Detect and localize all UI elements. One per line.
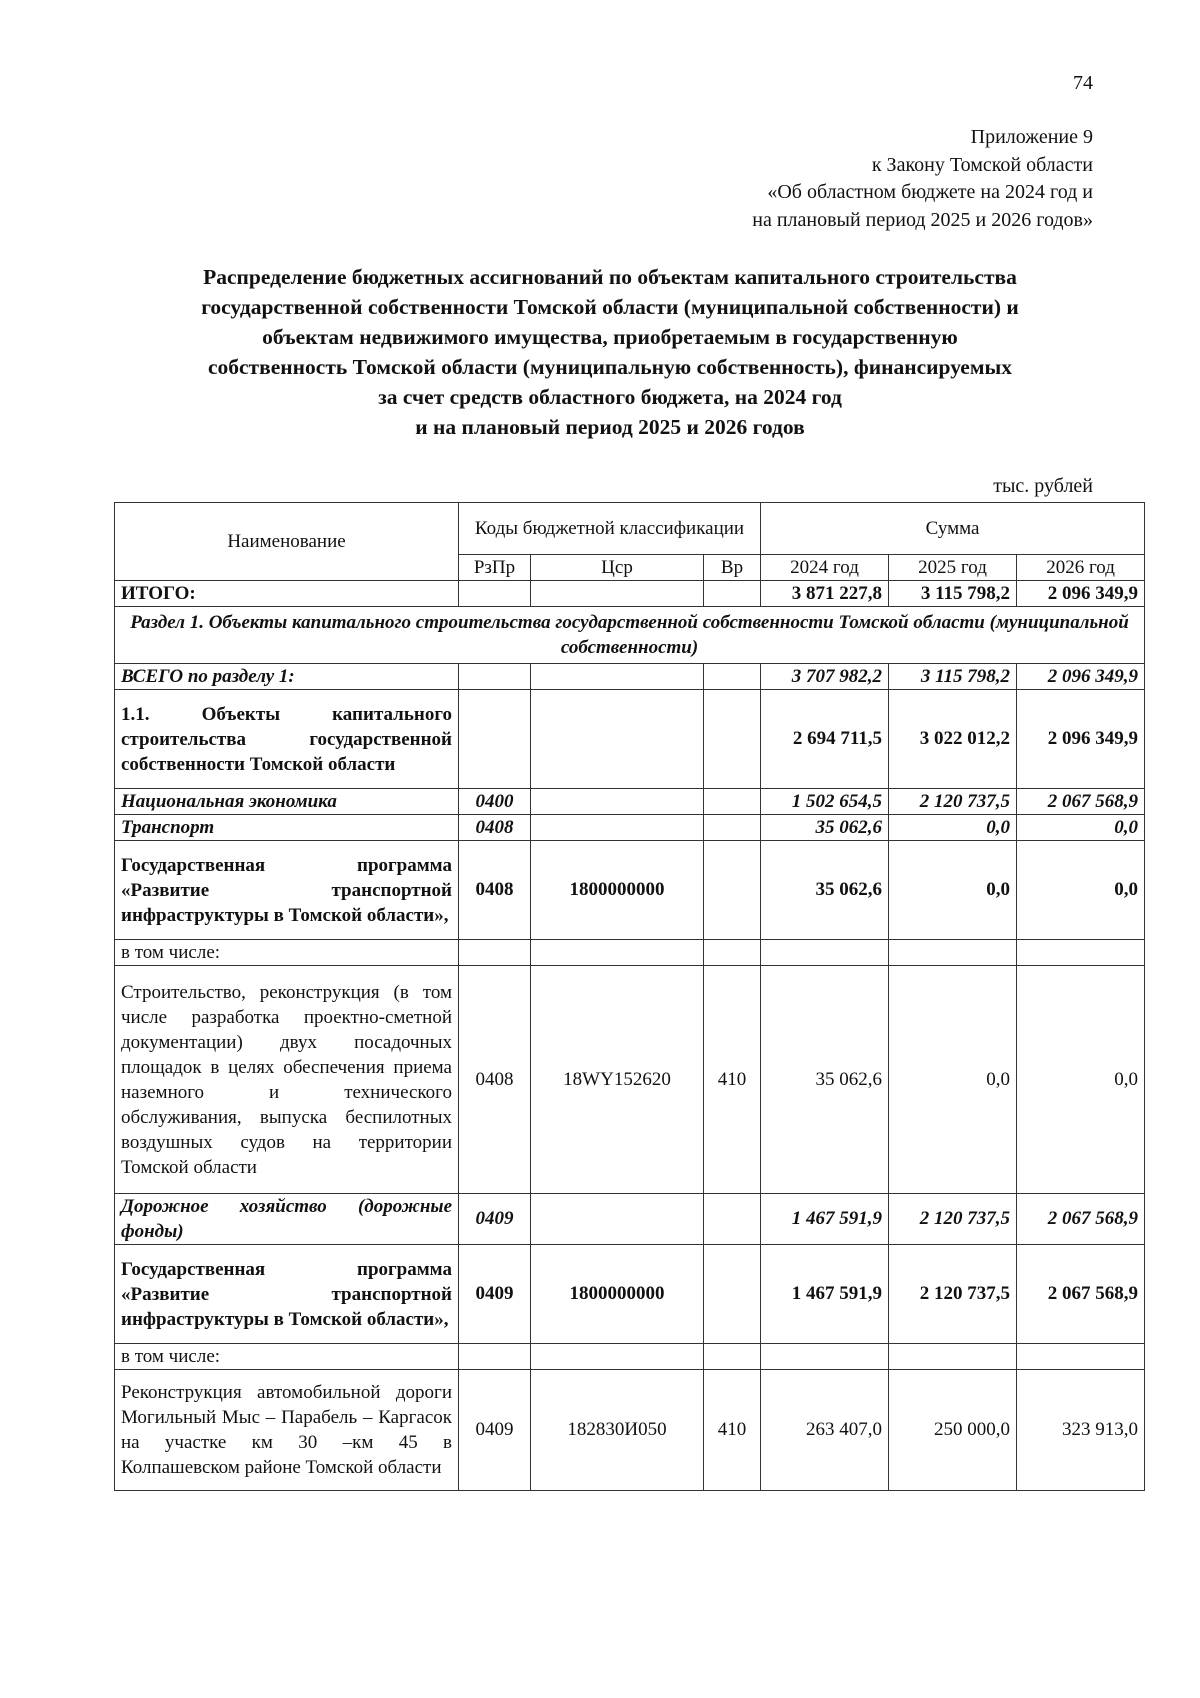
section-row xyxy=(115,607,1145,664)
header-vr: Вр xyxy=(704,555,761,581)
value-2025: 250 000,0 xyxy=(889,1370,1017,1491)
appendix-line: на плановый период 2025 и 2026 годов» xyxy=(752,208,1093,231)
rzpr-cell: 0409 xyxy=(459,1370,531,1491)
header-2026: 2026 год xyxy=(1017,555,1145,581)
rzpr-cell: 0400 xyxy=(459,789,531,815)
value-2026: 323 913,0 xyxy=(1017,1370,1145,1491)
header-2025: 2025 год xyxy=(889,555,1017,581)
document-title xyxy=(110,262,1110,442)
row-name: Государственная программа «Развитие транспортной инфраструктуры в Томской области», xyxy=(115,841,459,940)
table-row xyxy=(115,1245,1145,1344)
table-cell xyxy=(531,581,704,607)
value-2025 xyxy=(889,940,1017,966)
title-line: за счет средств областного бюджета, на 2024 год xyxy=(378,385,842,409)
rzpr-cell: 0409 xyxy=(459,1245,531,1344)
table-cell xyxy=(459,581,531,607)
section-title: Раздел 1. Объекты капитального строительства государственной собственности Томской области (муниципальной собственности) xyxy=(115,607,1145,664)
row-name: Дорожное хозяйство (дорожные фонды) xyxy=(115,1194,459,1245)
csr-cell xyxy=(531,940,704,966)
vr-cell xyxy=(704,1194,761,1245)
vr-cell: 410 xyxy=(704,966,761,1194)
csr-cell xyxy=(531,1194,704,1245)
row-name: Транспорт xyxy=(115,815,459,841)
table-row xyxy=(115,815,1145,841)
appendix-line: «Об областном бюджете на 2024 год и xyxy=(767,181,1093,203)
value-2024: 1 502 654,5 xyxy=(761,789,889,815)
csr-cell: 182830И050 xyxy=(531,1370,704,1491)
appendix-line: Приложение 9 xyxy=(970,126,1093,148)
table-row xyxy=(115,1344,1145,1370)
total-row xyxy=(115,581,1145,607)
csr-cell: 1800000000 xyxy=(531,841,704,940)
total-2026: 2 096 349,9 xyxy=(1017,581,1145,607)
vr-cell xyxy=(704,841,761,940)
title-line: и на плановый период 2025 и 2026 годов xyxy=(415,415,805,439)
header-sum: Сумма xyxy=(761,503,1145,555)
rzpr-cell: 0409 xyxy=(459,1194,531,1245)
csr-cell: 18WY152620 xyxy=(531,966,704,1194)
table-row xyxy=(115,841,1145,940)
total-2024: 3 871 227,8 xyxy=(761,581,889,607)
value-2026: 2 096 349,9 xyxy=(1017,664,1145,690)
value-2025: 3 022 012,2 xyxy=(889,690,1017,789)
vr-cell xyxy=(704,664,761,690)
value-2024: 1 467 591,9 xyxy=(761,1194,889,1245)
value-2024 xyxy=(761,940,889,966)
value-2025: 2 120 737,5 xyxy=(889,789,1017,815)
value-2025 xyxy=(889,1344,1017,1370)
table-row xyxy=(115,1194,1145,1245)
vr-cell xyxy=(704,1344,761,1370)
rzpr-cell: 0408 xyxy=(459,841,531,940)
value-2026: 2 096 349,9 xyxy=(1017,690,1145,789)
value-2025: 0,0 xyxy=(889,966,1017,1194)
value-2024: 2 694 711,5 xyxy=(761,690,889,789)
csr-cell xyxy=(531,1344,704,1370)
row-name: в том числе: xyxy=(115,940,459,966)
value-2024: 263 407,0 xyxy=(761,1370,889,1491)
value-2024: 3 707 982,2 xyxy=(761,664,889,690)
rzpr-cell xyxy=(459,940,531,966)
title-line: Распределение бюджетных ассигнований по объектам капитального строительства xyxy=(203,265,1017,289)
rzpr-cell: 0408 xyxy=(459,966,531,1194)
header-rzpr: РзПр xyxy=(459,555,531,581)
appendix-line: к Закону Томской области xyxy=(871,153,1093,176)
total-label: ИТОГО: xyxy=(115,581,459,607)
row-name: ВСЕГО по разделу 1: xyxy=(115,664,459,690)
value-2024: 35 062,6 xyxy=(761,966,889,1194)
value-2025: 2 120 737,5 xyxy=(889,1194,1017,1245)
rzpr-cell xyxy=(459,664,531,690)
csr-cell xyxy=(531,815,704,841)
total-2025: 3 115 798,2 xyxy=(889,581,1017,607)
row-name: Строительство, реконструкция (в том числе разработка проектно-сметной документации) двух посадочных площадок в целях обеспечения приема наземного и технического обслуживания, выпуска беспилотных воздушных судов на территории Томской области xyxy=(115,966,459,1194)
vr-cell: 410 xyxy=(704,1370,761,1491)
page-number: 74 xyxy=(1073,72,1093,94)
csr-cell xyxy=(531,690,704,789)
value-2026: 2 067 568,9 xyxy=(1017,1194,1145,1245)
rzpr-cell xyxy=(459,1344,531,1370)
value-2025: 3 115 798,2 xyxy=(889,664,1017,690)
value-2024 xyxy=(761,1344,889,1370)
value-2026: 2 067 568,9 xyxy=(1017,1245,1145,1344)
header-codes: Коды бюджетной классификации xyxy=(459,503,761,555)
row-name: Государственная программа «Развитие транспортной инфраструктуры в Томской области», xyxy=(115,1245,459,1344)
header-name: Наименование xyxy=(115,503,459,581)
vr-cell xyxy=(704,1245,761,1344)
value-2025: 0,0 xyxy=(889,815,1017,841)
value-2024: 1 467 591,9 xyxy=(761,1245,889,1344)
rzpr-cell: 0408 xyxy=(459,815,531,841)
value-2026: 0,0 xyxy=(1017,966,1145,1194)
appendix-reference xyxy=(752,124,1093,234)
rzpr-cell xyxy=(459,690,531,789)
value-2024: 35 062,6 xyxy=(761,841,889,940)
title-line: объектам недвижимого имущества, приобретаемым в государственную xyxy=(262,325,958,349)
value-2026: 2 067 568,9 xyxy=(1017,789,1145,815)
budget-table xyxy=(114,502,1145,1491)
value-2024: 35 062,6 xyxy=(761,815,889,841)
table-cell xyxy=(704,581,761,607)
table-row xyxy=(115,1370,1145,1491)
value-2025: 0,0 xyxy=(889,841,1017,940)
table-row xyxy=(115,966,1145,1194)
header-row xyxy=(115,503,1145,555)
row-name: Реконструкция автомобильной дороги Могильный Мыс – Парабель – Каргасок на участке км 30 –км 45 в Колпашевском районе Томской области xyxy=(115,1370,459,1491)
value-2026: 0,0 xyxy=(1017,815,1145,841)
table-row xyxy=(115,940,1145,966)
value-2025: 2 120 737,5 xyxy=(889,1245,1017,1344)
vr-cell xyxy=(704,940,761,966)
title-line: государственной собственности Томской области (муниципальной собственности) и xyxy=(201,295,1019,319)
value-2026: 0,0 xyxy=(1017,841,1145,940)
row-name: 1.1. Объекты капитального строительства государственной собственности Томской области xyxy=(115,690,459,789)
title-line: собственность Томской области (муниципальную собственность), финансируемых xyxy=(207,355,1013,379)
row-name: в том числе: xyxy=(115,1344,459,1370)
header-2024: 2024 год xyxy=(761,555,889,581)
value-2026 xyxy=(1017,940,1145,966)
row-name: Национальная экономика xyxy=(115,789,459,815)
units-label: тыс. рублей xyxy=(993,475,1093,497)
table-row xyxy=(115,664,1145,690)
vr-cell xyxy=(704,815,761,841)
vr-cell xyxy=(704,690,761,789)
table-row xyxy=(115,789,1145,815)
csr-cell xyxy=(531,789,704,815)
csr-cell: 1800000000 xyxy=(531,1245,704,1344)
table-row xyxy=(115,690,1145,789)
vr-cell xyxy=(704,789,761,815)
value-2026 xyxy=(1017,1344,1145,1370)
header-csr: Цср xyxy=(531,555,704,581)
csr-cell xyxy=(531,664,704,690)
